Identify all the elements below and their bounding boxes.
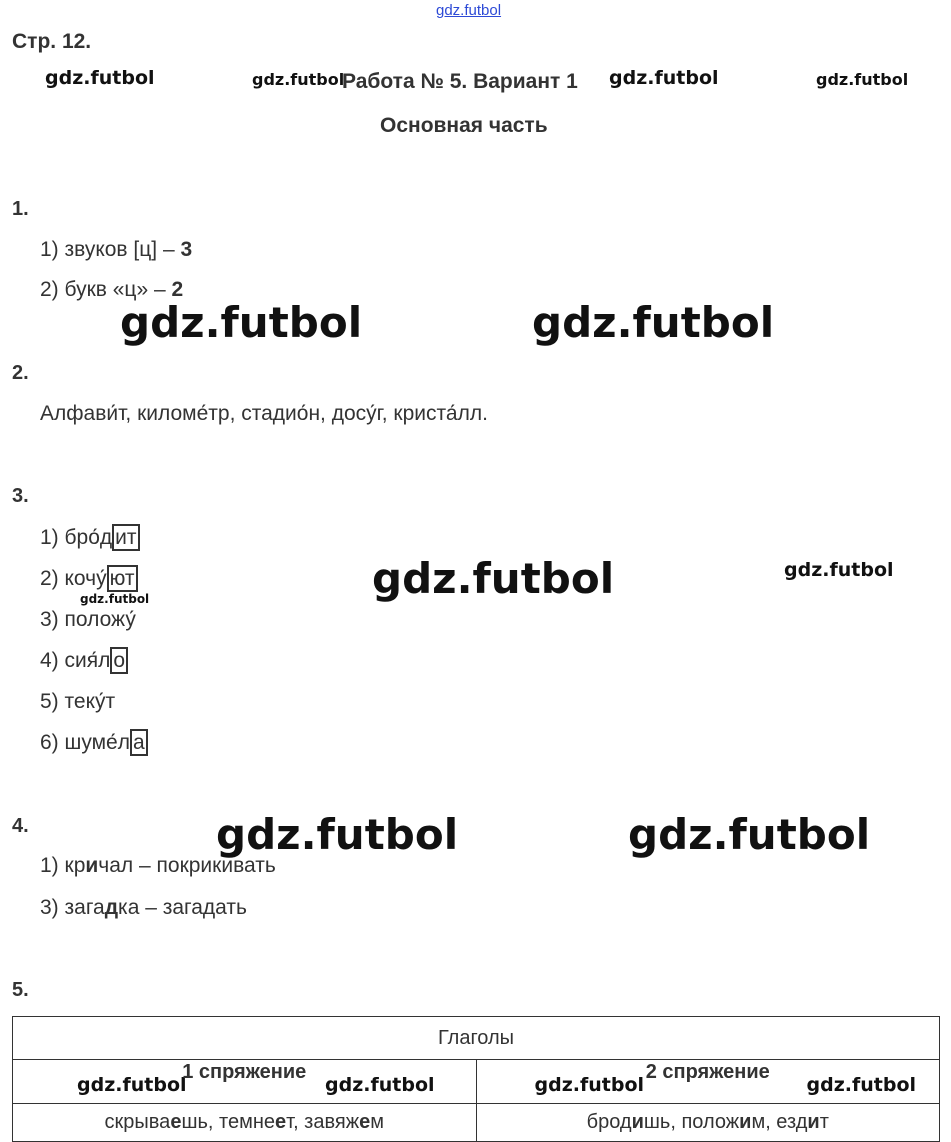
watermark: gdz.futbol: [628, 810, 871, 859]
text-part: брод: [586, 1111, 632, 1133]
task4-answer-line: [40, 854, 276, 878]
text-part: т, завяж: [286, 1111, 360, 1133]
conj1-header-cell: [13, 1060, 477, 1104]
text-part: 1) кр: [40, 854, 86, 877]
verbs-table: [12, 1016, 940, 1142]
conj2-header-cell: [476, 1060, 940, 1104]
task-number: 5.: [12, 979, 29, 1001]
highlighted-letter: и: [85, 854, 99, 877]
task1-answer-line: [40, 238, 192, 262]
watermark: gdz.futbol: [216, 810, 459, 859]
task-number: 4.: [12, 815, 29, 837]
word-ending: о: [110, 647, 128, 674]
task3-item: [40, 526, 140, 550]
task-number: 2.: [12, 362, 29, 384]
word-stem: 1) бро́д: [40, 526, 113, 549]
watermark: gdz.futbol: [372, 554, 615, 603]
work-title: Работа № 5. Вариант 1: [342, 70, 578, 93]
conj1-verbs-cell: [13, 1104, 477, 1142]
task3-item: [40, 690, 115, 714]
answer-text: 1) звуков [ц] –: [40, 238, 181, 261]
highlighted-letter: е: [275, 1111, 287, 1133]
watermark: gdz.futbol: [77, 1074, 187, 1096]
task-number: 1.: [12, 198, 29, 220]
task3-item: [40, 731, 148, 755]
text-part: шь, темне: [181, 1111, 275, 1133]
word-ending: ит: [112, 524, 139, 551]
task-number: 3.: [12, 485, 29, 507]
word-stem: 2) кочу́: [40, 567, 107, 590]
watermark: gdz.futbol: [45, 67, 155, 89]
watermark: gdz.futbol: [252, 70, 345, 89]
text-part: чал – покрикивать: [98, 854, 276, 877]
text-part: т: [819, 1111, 829, 1133]
watermark-top-link[interactable]: gdz.futbol: [436, 2, 502, 19]
text-part: ка – загадать: [118, 896, 247, 919]
highlighted-letter: и: [807, 1111, 820, 1133]
table-header: Глаголы: [13, 1017, 940, 1060]
word-ending: ют: [107, 565, 138, 592]
highlighted-letter: и: [739, 1111, 752, 1133]
highlighted-letter: е: [170, 1111, 182, 1133]
highlighted-letter: е: [359, 1111, 371, 1133]
conj2-label: 2 спряжение: [645, 1061, 770, 1083]
answer-text: 2) букв «ц» –: [40, 278, 172, 301]
watermark: gdz.futbol: [534, 1074, 645, 1096]
task1-answer-line: [40, 278, 183, 302]
task3-item: [40, 649, 128, 673]
word-stem: 5) теку́т: [40, 690, 116, 713]
watermark: gdz.futbol: [609, 67, 719, 89]
text-part: шь, полож: [643, 1111, 740, 1133]
highlighted-letter: и: [631, 1111, 644, 1133]
watermark: gdz.futbol: [325, 1074, 435, 1096]
text-part: 3) зага: [40, 896, 105, 919]
highlighted-letter: д: [104, 896, 119, 919]
word-stem: 4) сия́л: [40, 649, 111, 672]
word-stem: 6) шуме́л: [40, 731, 130, 754]
task4-answer-line: [40, 896, 247, 920]
answer-value: 3: [180, 238, 193, 261]
text-part: м, езд: [751, 1111, 808, 1133]
task3-item: [40, 608, 136, 632]
conj1-label: 1 спряжение: [182, 1061, 307, 1083]
answer-value: 2: [171, 278, 184, 301]
conj2-verbs-cell: [476, 1104, 940, 1142]
text-part: м: [370, 1111, 384, 1133]
watermark: gdz.futbol: [120, 298, 363, 347]
watermark: gdz.futbol: [532, 298, 775, 347]
watermark: gdz.futbol: [784, 559, 894, 581]
watermark: gdz.futbol: [816, 70, 909, 89]
task3-item: [40, 567, 138, 591]
page-label: Стр. 12.: [12, 30, 92, 53]
task2-answer-line: Алфави́т, киломе́тр, стадио́н, досу́г, криста́лл.: [40, 402, 488, 425]
word-ending: а: [130, 729, 148, 756]
word-stem: 3) положу́: [40, 608, 136, 631]
section-subtitle: Основная часть: [380, 114, 548, 137]
watermark: gdz.futbol: [806, 1074, 917, 1096]
watermark: gdz.futbol: [80, 592, 150, 606]
text-part: скрыва: [104, 1111, 171, 1133]
